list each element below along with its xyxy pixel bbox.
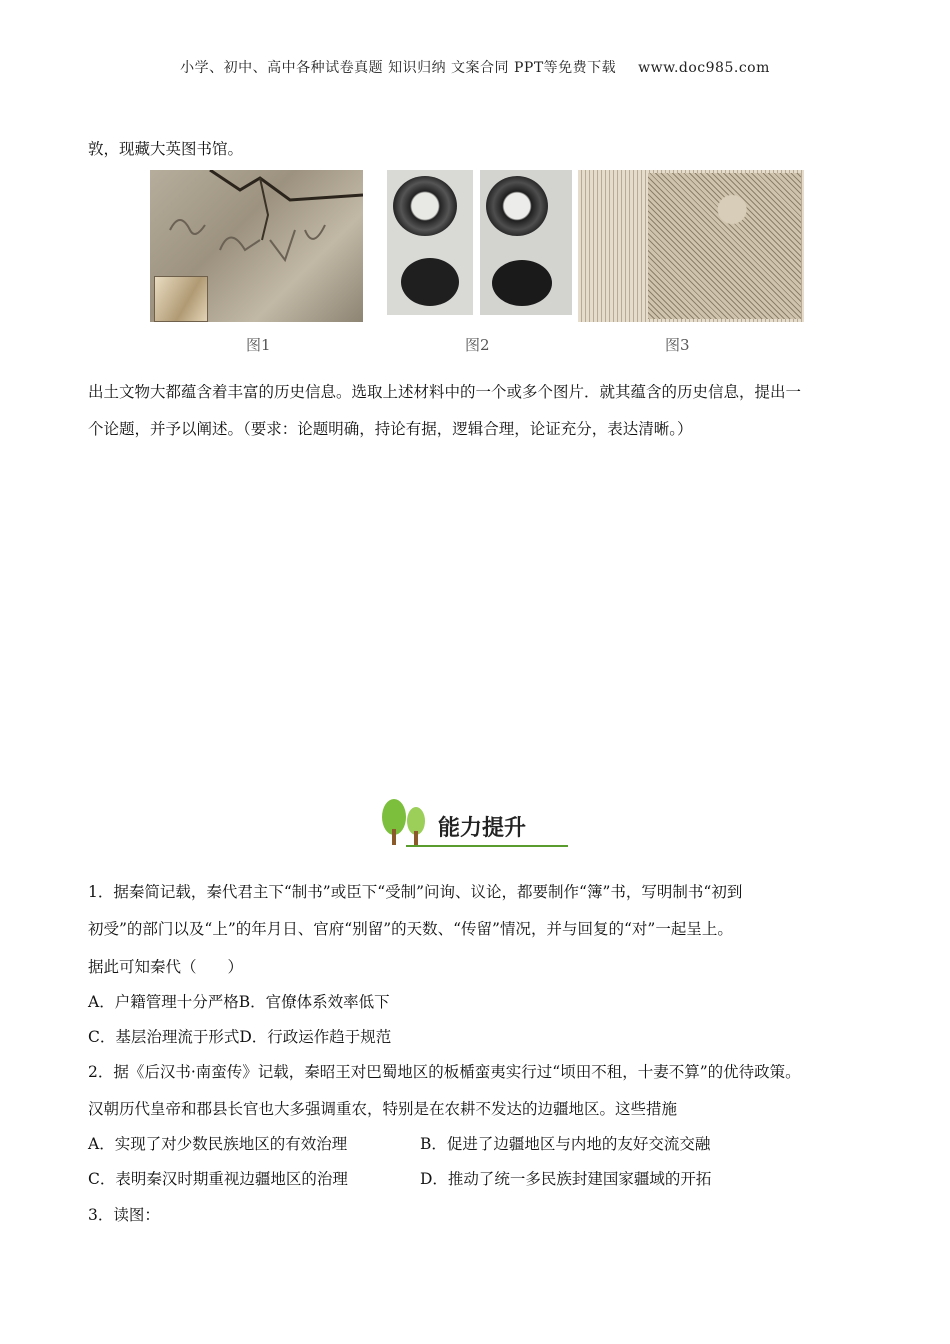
figure-3-caption: 图3 <box>665 336 690 354</box>
figure-3-sutra-print <box>578 170 804 322</box>
section-underline <box>406 845 568 847</box>
figure-2-seal-left <box>387 170 473 315</box>
q2-line-1: 2．据《后汉书·南蛮传》记载，秦昭王对巴蜀地区的板楯蛮夷实行过“顷田不租，十妻不算”的优待政策。 <box>88 1063 801 1081</box>
header-site[interactable]: www.doc985.com <box>638 60 770 76</box>
q1-line-1: 1．据秦简记载，秦代君主下“制书”或臣下“受制”问询、议论，都要制作“簿”书，写明制书“初到 <box>88 883 743 901</box>
q1-options-cd: C．基层治理流于形式D．行政运作趋于规范 <box>88 1028 392 1046</box>
header-text: 小学、初中、高中各种试卷真题 知识归纳 文案合同 PPT等免费下载 <box>180 60 617 76</box>
figure-row <box>150 170 804 330</box>
bone-fragment-inset <box>154 276 208 322</box>
seal-stamp <box>401 258 459 306</box>
intro-tail: 敦，现藏大英图书馆。 <box>88 140 244 158</box>
page-header <box>0 57 950 77</box>
q1-line-3: 据此可知秦代（ ） <box>88 958 244 976</box>
tree-icon <box>378 795 438 849</box>
q2-option-b: B．促进了边疆地区与内地的友好交流交融 <box>420 1135 711 1153</box>
seal-impression <box>393 176 457 236</box>
figure-1-inscribed-stone <box>150 170 363 322</box>
figure-1-caption: 图1 <box>246 336 271 354</box>
q2-option-c: C．表明秦汉时期重视边疆地区的治理 <box>88 1170 348 1188</box>
q2-option-d: D．推动了统一多民族封建国家疆域的开拓 <box>420 1170 712 1188</box>
section-heading <box>378 795 570 849</box>
q1-options-ab: A．户籍管理十分严格B．官僚体系效率低下 <box>88 993 390 1011</box>
q2-line-2: 汉朝历代皇帝和郡县长官也大多强调重农，特别是在农耕不发达的边疆地区。这些措施 <box>88 1100 678 1118</box>
prompt-line-2: 个论题，并予以阐述。（要求：论题明确，持论有据，逻辑合理，论证充分，表达清晰。） <box>88 420 693 438</box>
seal-stamp <box>492 260 552 306</box>
figure-2-caption: 图2 <box>465 336 490 354</box>
section-title: 能力提升 <box>438 816 527 841</box>
seal-impression <box>486 176 548 236</box>
q1-line-2: 初受”的部门以及“上”的年月日、官府“别留”的天数、“传留”情况，并与回复的“对”一起呈上。 <box>88 920 733 938</box>
q3-line-1: 3．读图： <box>88 1206 160 1224</box>
buddha-illustration <box>648 173 801 319</box>
prompt-line-1: 出土文物大都蕴含着丰富的历史信息。选取上述材料中的一个或多个图片．就其蕴含的历史信息，提出一 <box>88 383 802 401</box>
figure-2-seal-right <box>480 170 572 315</box>
q2-option-a: A．实现了对少数民族地区的有效治理 <box>88 1135 348 1153</box>
